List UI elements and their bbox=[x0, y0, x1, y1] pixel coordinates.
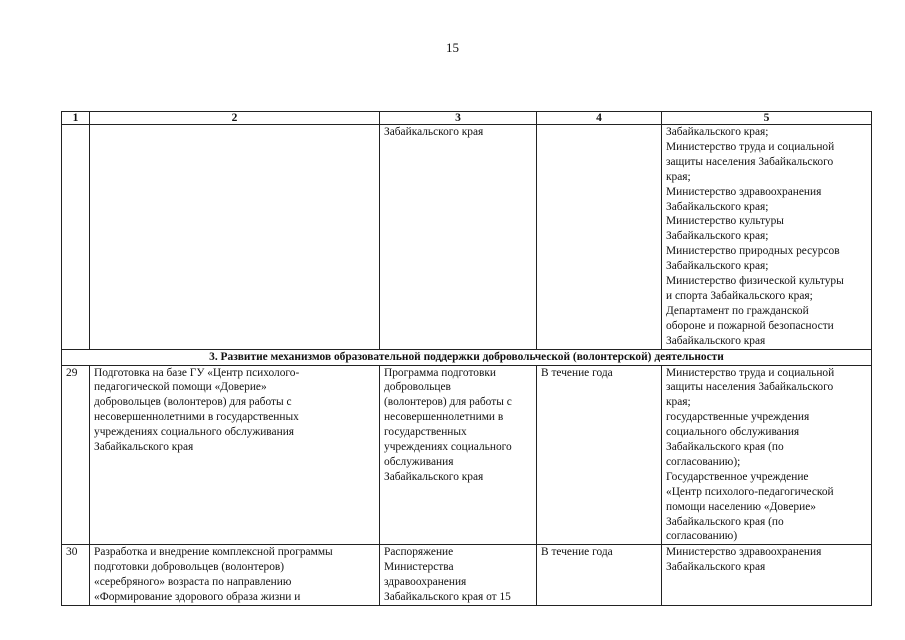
cell-text-line: Министерство физической культуры bbox=[666, 275, 844, 288]
cell-text-line: Забайкальского края bbox=[94, 441, 194, 454]
header-col-2: 2 bbox=[90, 112, 380, 125]
continuation-num bbox=[62, 125, 90, 350]
cell-text-line: защиты населения Забайкальского bbox=[666, 155, 834, 168]
cell-text-line: согласованию) bbox=[666, 530, 738, 543]
header-col-3: 3 bbox=[380, 112, 537, 125]
cell-text-line: Забайкальского края bbox=[666, 561, 766, 574]
row-document bbox=[380, 545, 537, 606]
header-col-1: 1 bbox=[62, 112, 90, 125]
continuation-row bbox=[62, 125, 872, 350]
cell-text-line: учреждениях социального обслуживания bbox=[94, 426, 295, 439]
cell-text-line: педагогической помощи «Доверие» bbox=[94, 381, 267, 394]
continuation-col2 bbox=[90, 125, 380, 350]
row-responsible bbox=[662, 365, 872, 545]
row-activity bbox=[90, 365, 380, 545]
cell-text-line: добровольцев (волонтеров) для работы с bbox=[94, 396, 292, 409]
table-row bbox=[62, 545, 872, 606]
cell-text-line: «Центр психолого-педагогической bbox=[666, 485, 834, 498]
cell-text-line: Министерство труда и социальной bbox=[666, 366, 835, 379]
cell-text-line: Забайкальского края; bbox=[666, 126, 769, 138]
page-number: 15 bbox=[446, 40, 459, 55]
cell-text-line: подготовки добровольцев (волонтеров) bbox=[94, 561, 285, 574]
cell-text-line: здравоохранения bbox=[384, 576, 467, 589]
cell-text-line: края; bbox=[666, 170, 691, 183]
cell-text-line: учреждениях социального bbox=[384, 441, 512, 454]
row-number: 30 bbox=[62, 545, 90, 606]
cell-text-line: Забайкальского края; bbox=[666, 200, 769, 213]
cell-text-line: Подготовка на базе ГУ «Центр психолого- bbox=[94, 366, 300, 379]
cell-text-line: Забайкальского края bbox=[384, 470, 484, 483]
cell-text-line: В течение года bbox=[541, 366, 613, 379]
cell-text-line: Забайкальского края от 15 bbox=[384, 591, 511, 604]
cell-text-line: Программа подготовки bbox=[384, 366, 497, 379]
cell-text-line: социального обслуживания bbox=[666, 426, 800, 439]
cell-text-line: Министерство здравоохранения bbox=[666, 546, 822, 559]
cell-text-line: Забайкальского края bbox=[384, 126, 484, 138]
cell-text-line: согласованию); bbox=[666, 455, 741, 468]
cell-text-line: обслуживания bbox=[384, 455, 454, 468]
cell-text-line: несовершеннолетними в bbox=[384, 411, 504, 424]
header-col-5: 5 bbox=[662, 112, 872, 125]
row-document bbox=[380, 365, 537, 545]
table-row bbox=[62, 365, 872, 545]
header-col-4: 4 bbox=[537, 112, 662, 125]
cell-text-line: В течение года bbox=[541, 546, 613, 559]
cell-text-line: обороне и пожарной безопасности bbox=[666, 319, 834, 332]
cell-text-line: и спорта Забайкальского края; bbox=[666, 289, 813, 302]
cell-text-line: Забайкальского края; bbox=[666, 230, 769, 243]
cell-text-line: Министерство природных ресурсов bbox=[666, 245, 840, 258]
cell-text-line: Забайкальского края; bbox=[666, 260, 769, 273]
cell-text-line: помощи населению «Доверие» bbox=[666, 500, 816, 513]
section-row bbox=[62, 349, 872, 365]
cell-text-line: «Формирование здорового образа жизни и bbox=[94, 591, 301, 604]
cell-text-line: Разработка и внедрение комплексной программы bbox=[94, 546, 333, 559]
cell-text-line: (волонтеров) для работы с bbox=[384, 396, 512, 409]
continuation-col3 bbox=[380, 125, 537, 350]
plan-table bbox=[61, 111, 872, 606]
cell-text-line: Забайкальского края (по bbox=[666, 515, 784, 528]
row-deadline bbox=[537, 365, 662, 545]
cell-text-line: края; bbox=[666, 396, 691, 409]
cell-text-line: Забайкальского края (по bbox=[666, 441, 784, 454]
cell-text-line: Министерства bbox=[384, 561, 454, 574]
cell-text-line: Министерство культуры bbox=[666, 215, 784, 228]
cell-text-line: Министерство труда и социальной bbox=[666, 140, 835, 153]
cell-text-line: Забайкальского края bbox=[666, 334, 766, 347]
header-row bbox=[62, 112, 872, 125]
cell-text-line: добровольцев bbox=[384, 381, 451, 394]
cell-text-line: «серебряного» возраста по направлению bbox=[94, 576, 292, 589]
continuation-col4 bbox=[537, 125, 662, 350]
row-deadline bbox=[537, 545, 662, 606]
cell-text-line: Департамент по гражданской bbox=[666, 304, 809, 317]
cell-text-line: защиты населения Забайкальского bbox=[666, 381, 834, 394]
section-title: 3. Развитие механизмов образовательной поддержки добровольческой (волонтерской) деятельности bbox=[62, 349, 872, 365]
cell-text-line: государственных bbox=[384, 426, 467, 439]
row-responsible bbox=[662, 545, 872, 606]
cell-text-line: Распоряжение bbox=[384, 546, 454, 559]
row-activity bbox=[90, 545, 380, 606]
cell-text-line: государственные учреждения bbox=[666, 411, 810, 424]
cell-text-line: Государственное учреждение bbox=[666, 470, 809, 483]
cell-text-line: Министерство здравоохранения bbox=[666, 185, 822, 198]
continuation-col5 bbox=[662, 125, 872, 350]
row-number: 29 bbox=[62, 365, 90, 545]
cell-text-line: несовершеннолетними в государственных bbox=[94, 411, 299, 424]
